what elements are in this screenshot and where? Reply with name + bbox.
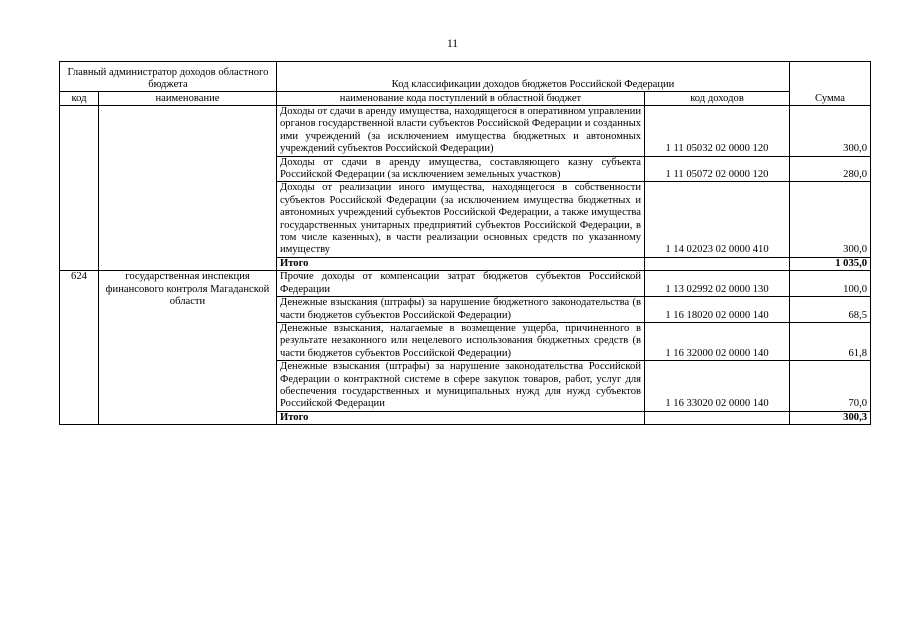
income-name: Денежные взыскания (штрафы) за нарушение бюджетного законодательства (в части бюджетов субъектов Российской Федерации) [277,297,645,323]
income-name: Прочие доходы от компенсации затрат бюджетов субъектов Российской Федерации [277,271,645,297]
income-code: 1 16 33020 02 0000 140 [645,361,790,412]
income-name: Доходы от сдачи в аренду имущества, находящегося в оперативном управлении органов государственной власти субъектов Российской Федерации и созданных ими учреждений (за исключением имущества бюджетных и автономных учреждений субъектов Российской Федерации) [277,106,645,157]
page-number: 11 [446,38,459,50]
income-name: Доходы от сдачи в аренду имущества, составляющего казну субъекта Российской Федерации (за исключением земельных участков) [277,156,645,182]
amount: 61,8 [790,322,871,360]
header-col-income-name: наименование кода поступлений в областной бюджет [277,92,645,106]
income-name: Денежные взыскания, налагаемые в возмещение ущерба, причиненного в результате незаконного или нецелевого использования бюджетных средств (в части бюджетов субъектов Российской Федерации) [277,322,645,360]
total-amount: 300,3 [790,411,871,424]
total-code-empty [645,411,790,424]
header-col-code: код [60,92,99,106]
header-row-2 [60,92,871,106]
budget-revenue-table [59,61,871,425]
income-name: Доходы от реализации иного имущества, находящегося в собственности субъектов Российской Федерации (за исключением имущества бюджетных и автономных учреждений субъектов Российской Федерации, а также имущества государственных унитарных предприятий субъектов Российской Федерации, в том числе казенных), в части реализации основных средств по указанному имуществу [277,182,645,257]
header-col-name: наименование [99,92,277,106]
income-code: 1 11 05072 02 0000 120 [645,156,790,182]
admin-code-cell [60,106,99,271]
amount: 68,5 [790,297,871,323]
total-code-empty [645,257,790,270]
header-sum: Сумма [790,62,871,106]
table-row [60,106,871,157]
header-classification-group: Код классификации доходов бюджетов Российской Федерации [277,62,790,92]
income-code: 1 11 05032 02 0000 120 [645,106,790,157]
total-amount: 1 035,0 [790,257,871,270]
header-row-1 [60,62,871,92]
amount: 100,0 [790,271,871,297]
table-row [60,271,871,297]
amount: 300,0 [790,106,871,157]
income-code: 1 16 32000 02 0000 140 [645,322,790,360]
amount: 70,0 [790,361,871,412]
income-code: 1 13 02992 02 0000 130 [645,271,790,297]
income-code: 1 14 02023 02 0000 410 [645,182,790,257]
admin-code-cell: 624 [60,271,99,425]
income-name: Денежные взыскания (штрафы) за нарушение законодательства Российской Федерации о контрактной системе в сфере закупок товаров, работ, услуг для обеспечения государственных и муниципальных нужд для нужд субъектов Российской Федерации [277,361,645,412]
header-admin-group: Главный администратор доходов областного бюджета [60,62,277,92]
total-label: Итого [277,411,645,424]
total-label: Итого [277,257,645,270]
amount: 280,0 [790,156,871,182]
admin-name-cell: государственная инспекция финансового контроля Магаданской области [99,271,277,425]
admin-name-cell [99,106,277,271]
amount: 300,0 [790,182,871,257]
income-code: 1 16 18020 02 0000 140 [645,297,790,323]
header-col-income-code: код доходов [645,92,790,106]
